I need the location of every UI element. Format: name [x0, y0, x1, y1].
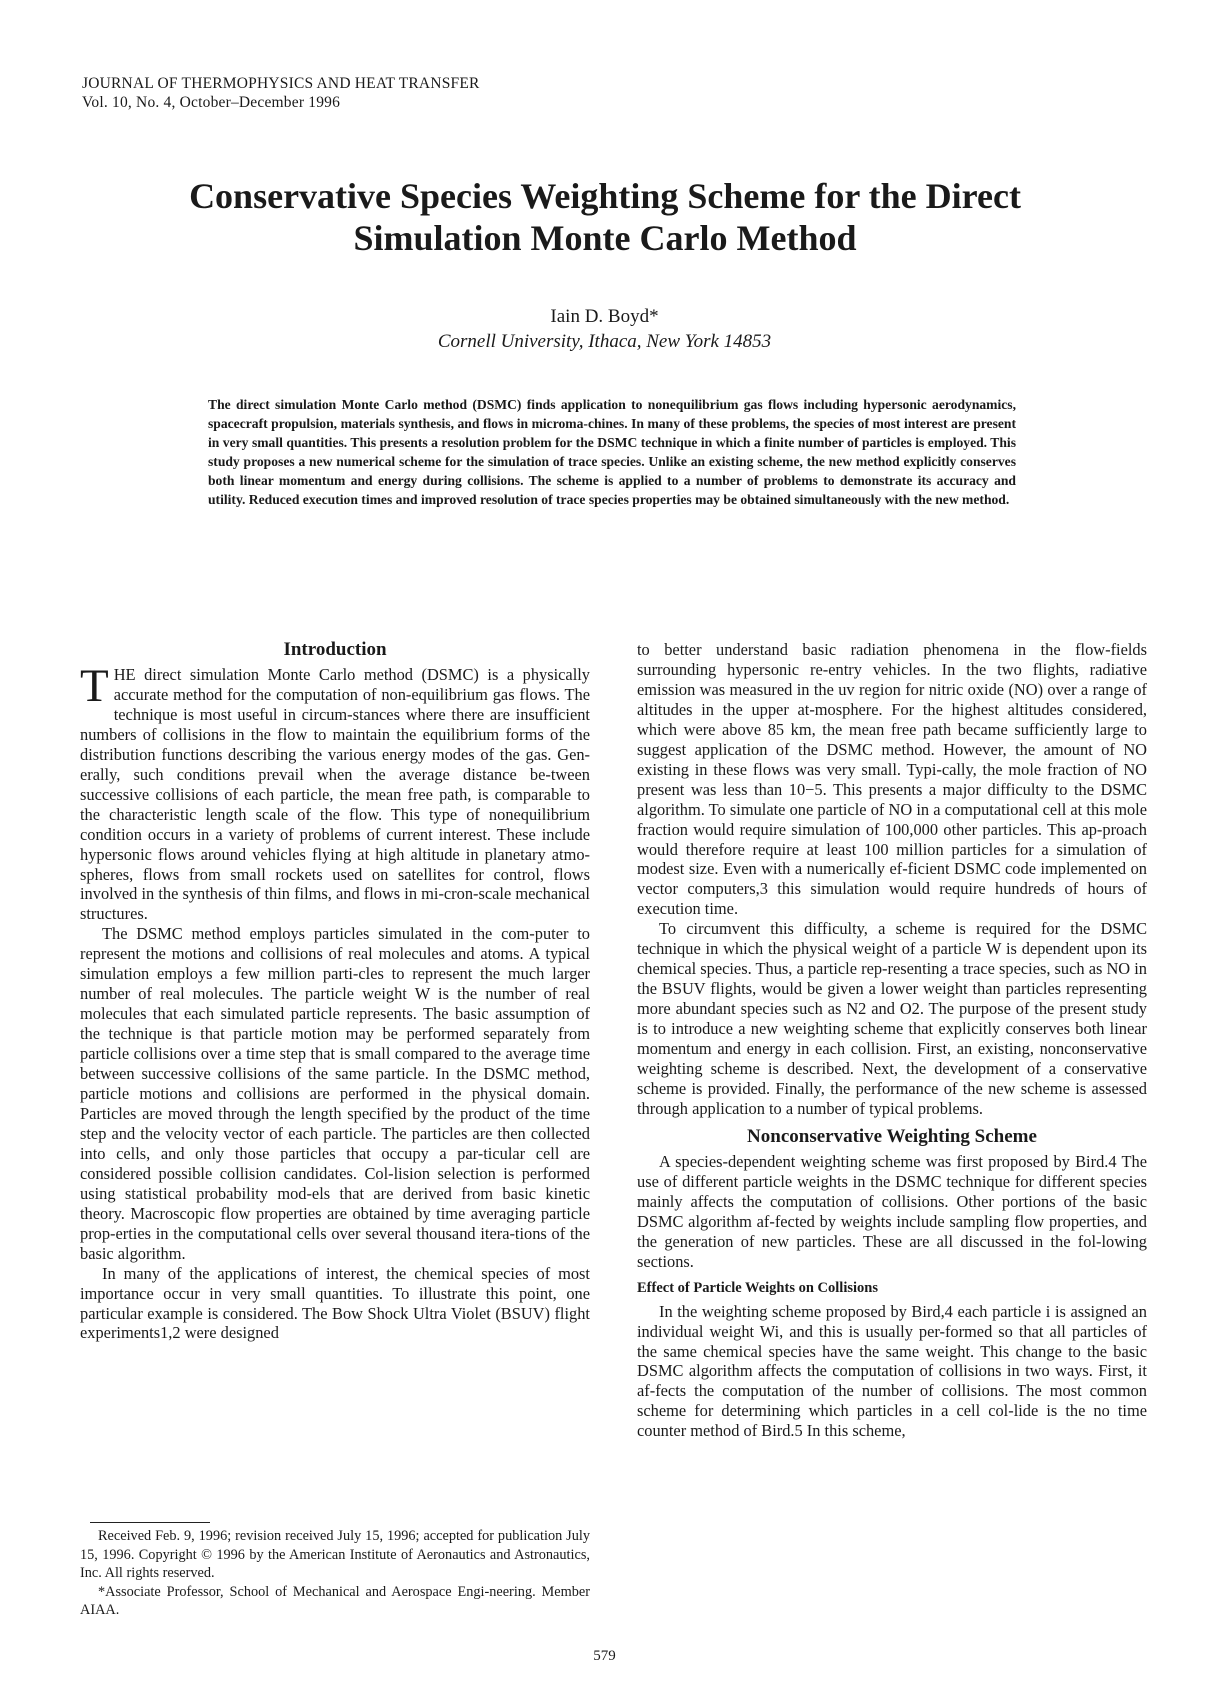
footnote-received: Received Feb. 9, 1996; revision received July 15, 1996; accepted for publication July 15, 1996. Copyright © 1996 by the American Institute of Aeronautics and Astronautics, Inc. All rights reserved. — [80, 1528, 590, 1582]
footnote-rule — [90, 1522, 210, 1523]
right-paragraph-4: In the weighting scheme proposed by Bird,4 each particle i is assigned an individual weight Wi, and this is usually per-formed so that all particles of the same chemical species have the same weight. This change to the basic DSMC algorithm affects the computation of collisions in two ways. First, it af-fects the computation of the number of collisions. The most common scheme for determining which particles in a cell col-lide is the no time counter method of Bird.5 In this scheme, — [637, 1301, 1147, 1441]
footnote-author: *Associate Professor, School of Mechanical and Aerospace Engi-neering. Member AIAA. — [80, 1583, 590, 1619]
journal-header — [82, 74, 480, 112]
page-number: 579 — [593, 1648, 616, 1664]
intro-paragraph-1-text: HE direct simulation Monte Carlo method (DSMC) is a physically accurate method for the computation of non-equilibrium gas flows. The technique is most useful in circum-stances where there are insufficient numbers of collisions in the flow to maintain the equilibrium forms of the distribution functions describing the various energy modes of the gas. Gen-erally, such conditions prevail when the average distance be-tween successive collisions of each particle, the mean free path, is comparable to the characteristic length scale of the flow. This type of nonequilibrium condition occurs in a variety of problems of current interest. These include hypersonic flows around vehicles flying at high altitude in planetary atmo-spheres, flows from small rockets used on satellites for control, flows involved in the synthesis of thin films, and flows in mi-cron-scale mechanical structures. — [80, 665, 590, 924]
section-heading-nonconservative: Nonconservative Weighting Scheme — [747, 1125, 1037, 1147]
journal-volume: Vol. 10, No. 4, October–December 1996 — [82, 94, 341, 111]
title-line-2: Simulation Monte Carlo Method — [353, 218, 857, 258]
right-paragraph-1: to better understand basic radiation phenomena in the flow-fields surrounding hypersonic re-entry vehicles. In the two flights, radiative emission was measured in the uv region for nitric oxide (NO) over a range of altitudes in the upper at-mosphere. For the highest altitudes considered, which were above 85 km, the mean free path became sufficiently large to suggest application of the DSMC method. However, the amount of NO existing in these flows was very small. Typi-cally, the mole fraction of NO present was less than 10−5. This presents a major difficulty to the DSMC algorithm. To simulate one particle of NO in a computational cell at this mole fraction would require simulation of 100,000 other particles. This ap-proach would therefore require at least 100 million particles for a simulation of modest size. Even with a numerically ef-ficient DSMC code implemented on vector computers,3 this simulation would require hundreds of hours of execution time. — [637, 640, 1147, 919]
footnotes — [80, 1527, 590, 1620]
intro-paragraph-1 — [80, 660, 590, 924]
author-name: Iain D. Boyd* — [550, 306, 659, 327]
journal-name: JOURNAL OF THERMOPHYSICS AND HEAT TRANSFER — [82, 75, 480, 92]
drop-cap: T — [80, 660, 109, 712]
paper-title — [60, 175, 1150, 259]
intro-paragraph-3: In many of the applications of interest, the chemical species of most importance occur in very small quantities. To illustrate this point, one particular example is considered. The Bow Shock Ultra Violet (BSUV) flight experiments1,2 were designed — [80, 1263, 590, 1343]
intro-paragraph-2: The DSMC method employs particles simulated in the com-puter to represent the motions and collisions of real molecules and atoms. A typical simulation employs a few million parti-cles to represent the much larger number of real molecules. The particle weight W is the number of real molecules that each simulated particle represents. The basic assumption of the technique is that particle motion may be performed separately from particle collisions over a time step that is small compared to the average time between successive collisions of the same particle. In the DSMC method, particle motions and collisions are performed in the physical domain. Particles are moved through the length specified by the product of the time step and the velocity vector of each particle. The particles are then collected into cells, and only those particles that occupy a par-ticular cell are considered possible collision candidates. Col-lision selection is performed using statistical probability mod-els that are derived from basic kinetic theory. Macroscopic flow properties are obtained by time averaging particle prop-erties in the computational cells over several thousand itera-tions of the basic algorithm. — [80, 924, 590, 1263]
title-line-1: Conservative Species Weighting Scheme for the Direct — [189, 176, 1021, 216]
subsection-heading-collisions: Effect of Particle Weights on Collisions — [637, 1279, 878, 1296]
left-column — [80, 638, 590, 1343]
right-paragraph-3: A species-dependent weighting scheme was first proposed by Bird.4 The use of different particle weights in the DSMC technique for different species mainly affects the computation of collisions. Other portions of the basic DSMC algorithm af-fected by weights include sampling flow properties, and the generation of new particles. These are all discussed in the fol-lowing sections. — [637, 1151, 1147, 1271]
right-column — [637, 640, 1147, 1441]
right-paragraph-2: To circumvent this difficulty, a scheme is required for the DSMC technique in which the physical weight of a particle W is dependent upon its chemical species. Thus, a particle rep-resenting a trace species, such as NO in the BSUV flights, would be given a lower weight than particles representing more abundant species such as N2 and O2. The purpose of the present study is to introduce a new weighting scheme that explicitly conserves both linear momentum and energy in each collision. First, an existing, nonconservative weighting scheme is described. Next, the development of a conservative scheme is provided. Finally, the performance of the new scheme is assessed through application to a number of typical problems. — [637, 919, 1147, 1118]
author-affiliation: Cornell University, Ithaca, New York 14853 — [437, 331, 772, 352]
section-heading-introduction: Introduction — [283, 639, 387, 660]
abstract: The direct simulation Monte Carlo method (DSMC) finds application to nonequilibrium gas flows including hypersonic aerodynamics, spacecraft propulsion, materials synthesis, and flows in microma-chines. In many of these problems, the species of most interest are present in very small quantities. This presents a resolution problem for the DSMC technique in which a finite number of particles is employed. This study proposes a new numerical scheme for the simulation of trace species. Unlike an existing scheme, the new method explicitly conserves both linear momentum and energy during collisions. The scheme is applied to a number of problems to demonstrate its accuracy and utility. Reduced execution times and improved resolution of trace species properties may be obtained simultaneously with the new method. — [208, 397, 1016, 508]
